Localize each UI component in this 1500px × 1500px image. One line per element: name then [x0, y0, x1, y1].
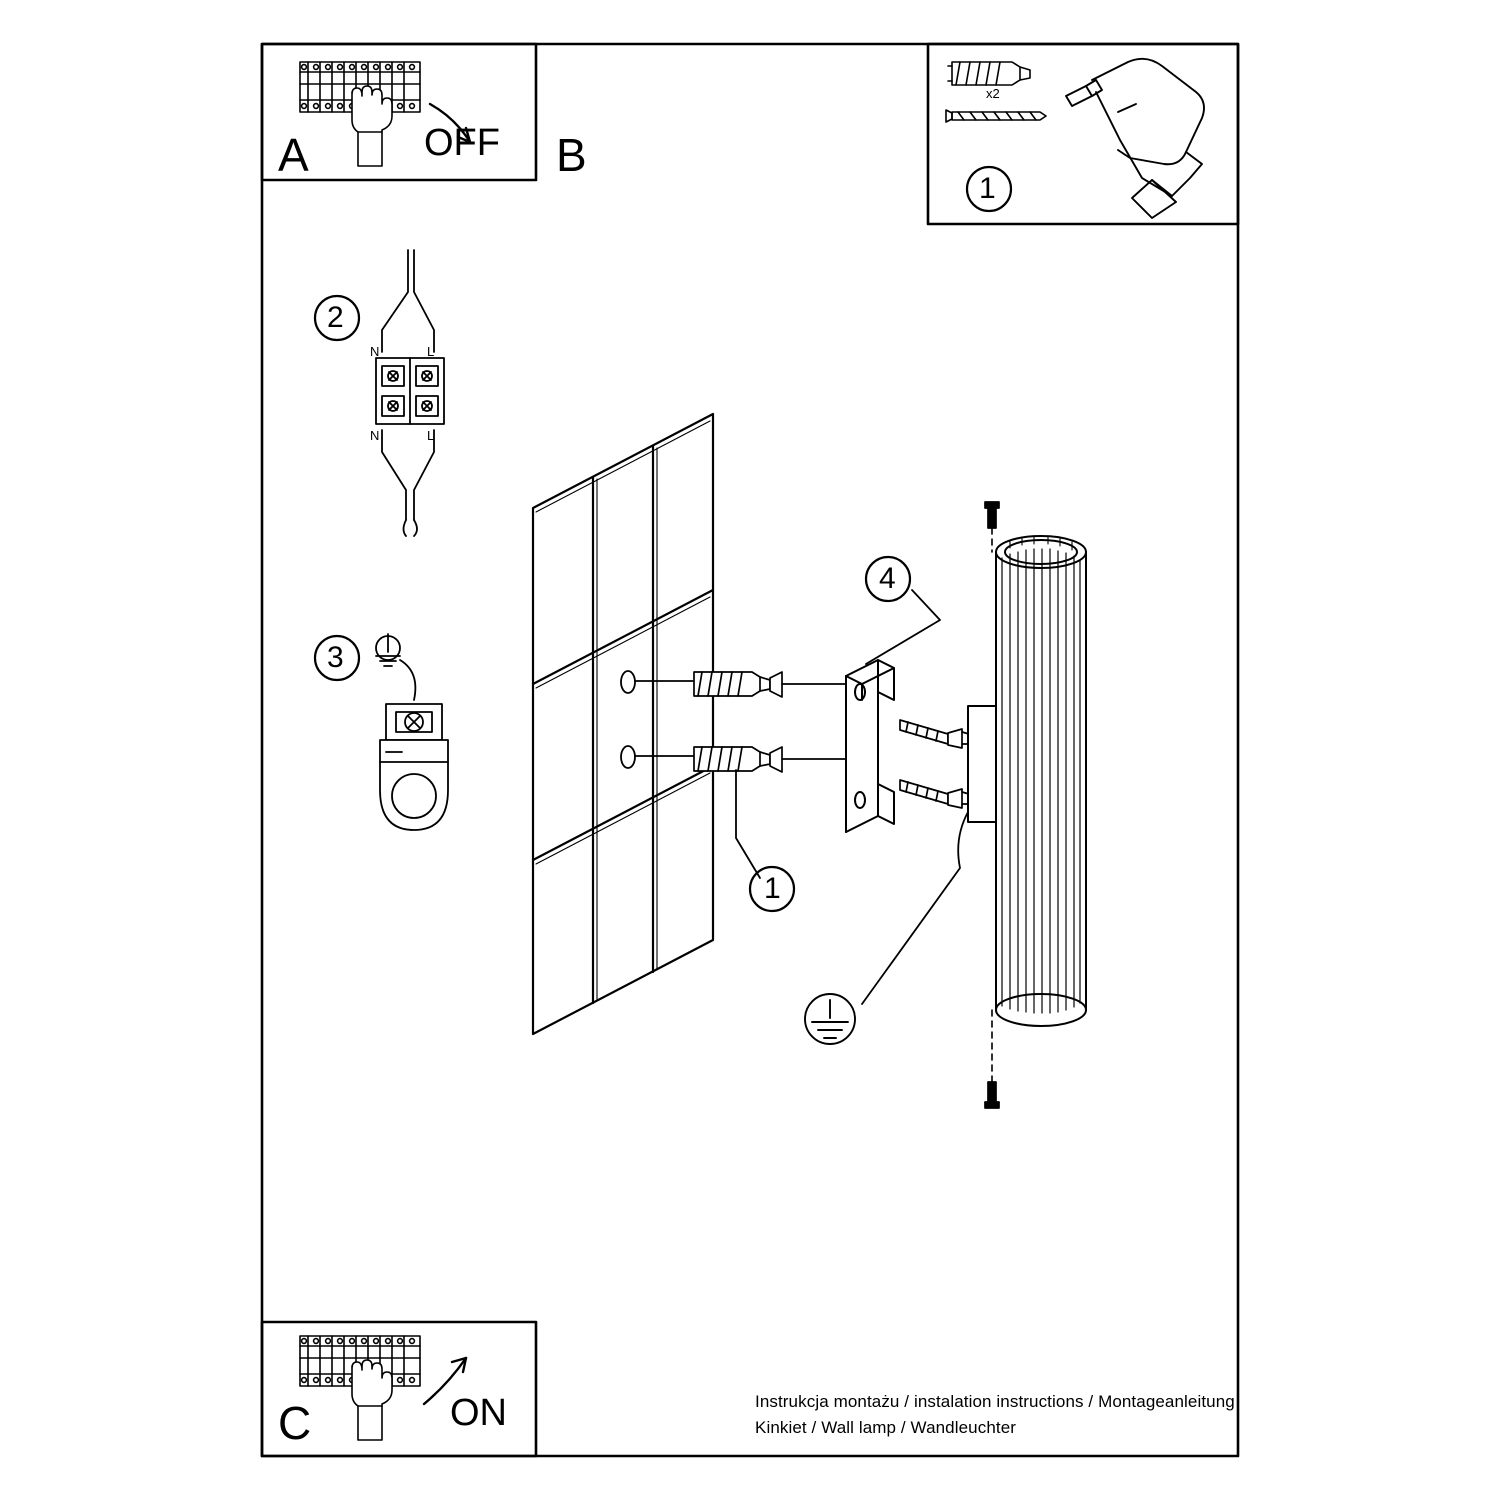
wall-plug-icon: [948, 62, 1030, 85]
marker-tools-1-label: 1: [979, 172, 996, 205]
callout-4-leader: [866, 590, 940, 664]
step2-wiring-icon: [376, 250, 444, 536]
set-screw-top: [985, 502, 999, 528]
marker-4-label: 4: [879, 562, 896, 595]
terminal-label-l-bottom: L: [427, 428, 435, 443]
panel-c-action-label: ON: [450, 1392, 507, 1434]
footer-line-2: Kinkiet / Wall lamp / Wandleuchter: [755, 1418, 1017, 1437]
marker-2-label: 2: [327, 301, 344, 334]
wall-tiles: [533, 414, 713, 1034]
bracket-screw-lower: [900, 780, 976, 808]
panel-a-letter: A: [278, 129, 309, 181]
power-drill-icon: [1066, 59, 1204, 218]
wall-lamp-body: [968, 536, 1086, 1026]
terminal-label-n-bottom: N: [370, 428, 380, 443]
breaker-off-icon: [300, 62, 420, 166]
panel-a-action-label: OFF: [424, 122, 500, 164]
marker-3-label: 3: [327, 641, 344, 674]
breaker-on-icon: [300, 1336, 420, 1440]
screw-icon: [946, 110, 1046, 122]
tools-panel-box: [928, 44, 1238, 224]
callout-1-leader: [736, 770, 760, 878]
panel-b-letter: B: [556, 129, 587, 181]
footer-line-1: Instrukcja montażu / instalation instructions / Montageanleitung: [755, 1392, 1235, 1411]
panel-c-letter: C: [278, 1397, 312, 1449]
mounting-bracket: [846, 660, 894, 832]
terminal-label-l-top: L: [427, 344, 435, 359]
tools-quantity-label: x2: [986, 86, 1000, 101]
lamp-ground-wire: [862, 812, 968, 1004]
step3-ground-clamp-icon: [376, 634, 448, 830]
marker-1-label: 1: [764, 872, 781, 905]
bracket-screw-upper: [900, 720, 976, 748]
terminal-label-n-top: N: [370, 344, 380, 359]
set-screw-bottom: [985, 1082, 999, 1108]
main-ground-symbol: [805, 994, 855, 1044]
